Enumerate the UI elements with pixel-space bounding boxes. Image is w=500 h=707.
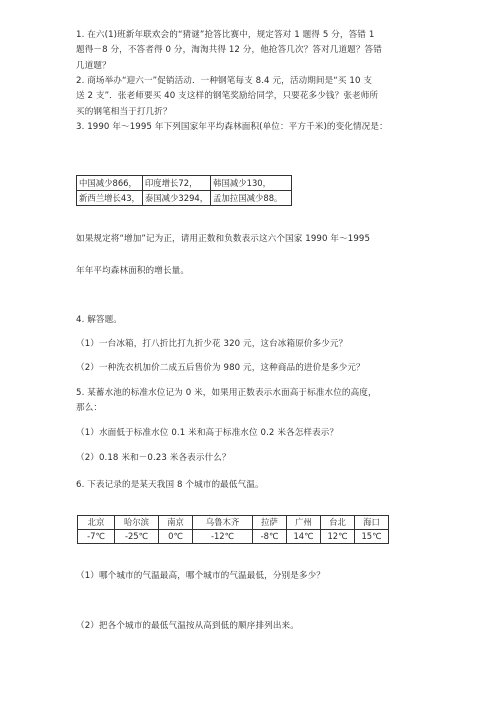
table-cell: 15℃ <box>355 530 389 544</box>
table-cell: -25℃ <box>115 530 159 544</box>
question-2-line-2: 送 2 支”．张老师要买 40 支这样的钢笔奖励给同学，只要花多少钱？张老师所 <box>76 91 379 102</box>
table-cell: 中国减少866， <box>77 176 143 191</box>
table-row <box>78 530 389 544</box>
table-row <box>77 176 292 191</box>
table-cell: 南京 <box>159 516 193 530</box>
question-5-sub-1 <box>76 426 426 441</box>
question-6-intro <box>76 478 426 493</box>
question-5-sub-2-text: （2）0.18 米和－0.23 米各表示什么？ <box>76 453 231 463</box>
table-row <box>77 191 292 206</box>
table-cell: 广州 <box>287 516 321 530</box>
question-1-line-2: 题得－8 分，不答者得 0 分，淘淘共得 12 分，他抢答几次？答对几道题？答错 <box>76 45 382 56</box>
table-cell: 泰国减少3294， <box>142 191 210 206</box>
forest-change-table <box>76 175 292 206</box>
question-4-title-text: 4. 解答题。 <box>76 315 123 325</box>
question-6-intro-text: 6. 下表记录的是某天我国 8 个城市的最低气温。 <box>76 480 264 490</box>
question-6-sub-1 <box>76 569 426 584</box>
question-4-sub-2 <box>76 361 426 376</box>
table-cell: -8℃ <box>253 530 287 544</box>
question-1-line-3: 几道题？ <box>76 60 111 71</box>
table-cell: 14℃ <box>287 530 321 544</box>
question-3-followup-1-text: 如果规定将“增加”记为正，请用正数和负数表示这六个国家 1990 年～1995 <box>76 234 371 244</box>
question-5-sub-1-text: （1）水面低于标准水位 0.1 米和高于标准水位 0.2 米各怎样表示？ <box>76 428 339 438</box>
table-cell: 哈尔滨 <box>115 516 159 530</box>
question-2-line-1: 2. 商场举办“迎六一”促销活动．一种钢笔每支 8.4 元，活动期间是“买 10 支 <box>76 76 373 86</box>
question-4-title <box>76 313 426 328</box>
question-2-line-3: 买的钢笔相当于打几折？ <box>76 106 172 117</box>
question-3-intro-text: 3. 1990 年～1995 年下列国家年平均森林面积(单位：平方千米)的变化情况是： <box>76 122 388 132</box>
question-1-line-1: 1. 在六(1)班新年联欢会的“猜谜”抢答比赛中，规定答对 1 题得 5 分，答错 1 <box>76 30 375 40</box>
question-5-line-1: 5. 某蓄水池的标准水位记为 0 米，如果用正数表示水面高于标准水位的高度， <box>76 388 377 398</box>
question-5-sub-2 <box>76 451 426 466</box>
table-cell: -7℃ <box>78 530 115 544</box>
question-4-sub-2-text: （2）一种洗衣机加价二成五后售价为 980 元，这种商品的进价是多少元？ <box>76 363 365 373</box>
question-4-sub-1-text: （1）一台冰箱，打八折比打九折少花 320 元，这台冰箱原价多少元？ <box>76 339 348 349</box>
table-cell: 拉萨 <box>253 516 287 530</box>
question-4-sub-1 <box>76 337 426 352</box>
question-6-sub-2-text: （2）把各个城市的最低气温按从高到低的顺序排列出来。 <box>76 621 299 631</box>
table-cell: 乌鲁木齐 <box>193 516 253 530</box>
question-5 <box>76 386 426 417</box>
table-cell: 12℃ <box>321 530 355 544</box>
question-3-followup-2 <box>76 264 426 279</box>
question-1 <box>76 28 426 74</box>
question-2 <box>76 74 426 120</box>
table-cell: 台北 <box>321 516 355 530</box>
table-cell: 韩国减少130， <box>211 176 292 191</box>
table-cell: 海口 <box>355 516 389 530</box>
question-5-line-2: 那么： <box>76 403 103 414</box>
table-cell: 0℃ <box>159 530 193 544</box>
table-cell: 新西兰增长43， <box>77 191 143 206</box>
table-cell: -12℃ <box>193 530 253 544</box>
table-cell: 北京 <box>78 516 115 530</box>
table-cell: 孟加拉国减少88。 <box>211 191 292 206</box>
question-3-followup-1 <box>76 232 426 247</box>
question-3-intro <box>76 120 426 135</box>
city-temperature-table <box>77 515 389 544</box>
question-6-sub-1-text: （1）哪个城市的气温最高，哪个城市的气温最低，分别是多少？ <box>76 571 325 581</box>
question-3-followup-2-text: 年年平均森林面积的增长量。 <box>76 266 190 276</box>
question-6-sub-2 <box>76 619 426 634</box>
table-row <box>78 516 389 530</box>
table-cell: 印度增长72， <box>142 176 210 191</box>
